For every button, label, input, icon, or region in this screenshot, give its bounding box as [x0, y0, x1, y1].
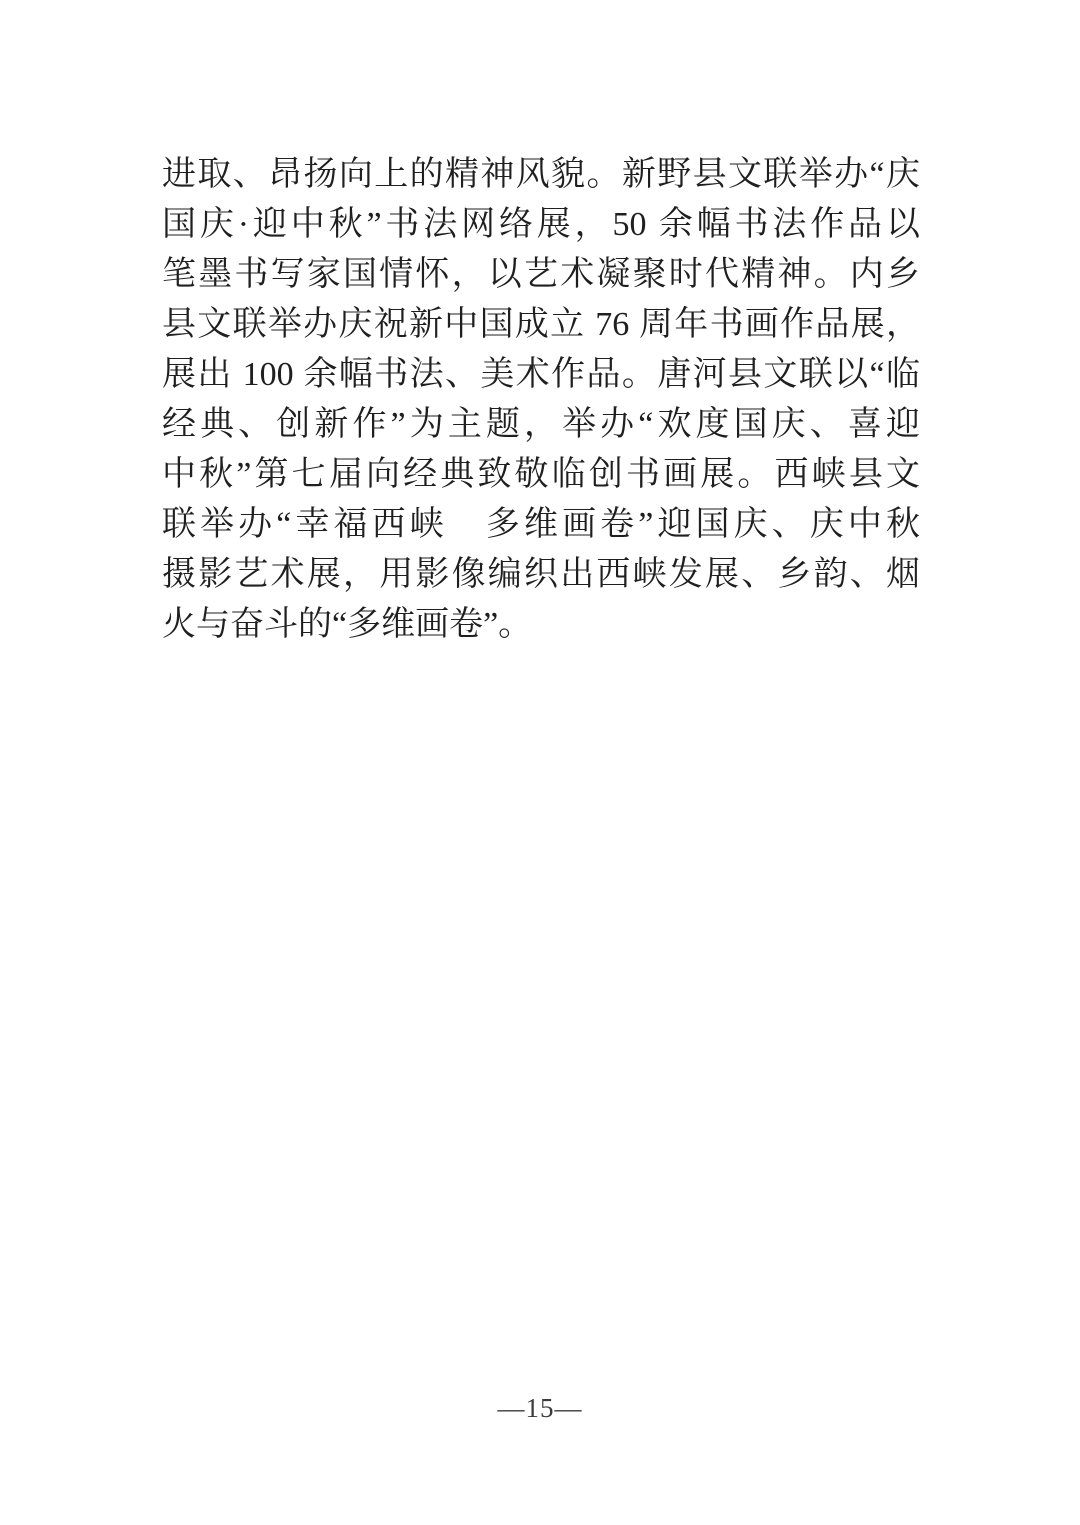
- text-line: 国庆·迎中秋”书法网络展，50 余幅书法作品以: [162, 206, 920, 243]
- text-line: 县文联举办庆祝新中国成立 76 周年书画作品展，: [162, 306, 920, 343]
- text-line: 展出 100 余幅书法、美术作品。唐河县文联以“临: [162, 356, 920, 393]
- text-line: 火与奋斗的“多维画卷”。: [162, 606, 533, 643]
- text-line: 摄影艺术展，用影像编织出西峡发展、乡韵、烟: [162, 556, 920, 593]
- page-number: —15—: [497, 1393, 583, 1423]
- text-line: 进取、昂扬向上的精神风貌。新野县文联举办“庆: [162, 156, 920, 193]
- text-line: 经典、创新作”为主题，举办“欢度国庆、喜迎: [162, 406, 920, 443]
- text-line: 联举办“幸福西峡 多维画卷”迎国庆、庆中秋: [162, 506, 920, 543]
- body-paragraph: [162, 150, 920, 650]
- text-line: 笔墨书写家国情怀，以艺术凝聚时代精神。内乡: [162, 256, 920, 293]
- text-line: 中秋”第七届向经典致敬临创书画展。西峡县文: [162, 456, 920, 493]
